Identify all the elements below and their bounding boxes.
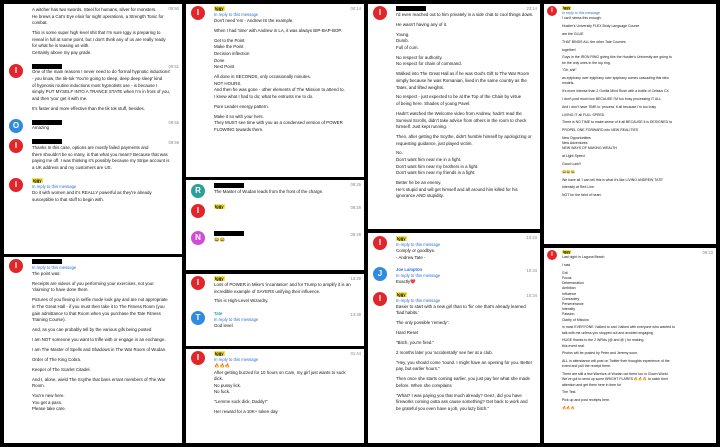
message-line: We've got to send up some BRIGHT FLARES 🔥🔥🔥 to catch their: [562, 377, 669, 382]
redacted-name: [32, 259, 62, 264]
reply-link[interactable]: In reply to this message: [396, 297, 441, 303]
message-line: I knew what I had to do; what he entrusts me to do.: [214, 93, 314, 99]
message-line: You're new here.: [32, 392, 65, 398]
reply-link[interactable]: In reply to this message: [562, 11, 600, 16]
message-line: You get a pass.: [32, 399, 63, 405]
avatar[interactable]: I: [191, 276, 205, 290]
chat-panel-1: [4, 4, 182, 254]
chat-panel-10: [544, 248, 716, 443]
message-line: Hadn't watched the Welcome video from Andrew, hadn't read the: [396, 110, 522, 116]
message-line: 🔥🔥🔥: [214, 363, 231, 368]
message-time: 10:34: [526, 292, 537, 298]
message-line: Pictures of you flexing in selfie mode look gay and are not appropriate: [32, 297, 168, 303]
message-line: as epiphany over epiphany over epiphany comes cascading this ideo: [562, 76, 669, 81]
reply-link[interactable]: In reply to this message: [32, 265, 77, 270]
message-line: I don't post much low BECAUSE I'M too busy processing IT ALL.: [562, 96, 663, 101]
avatar[interactable]: I: [373, 6, 387, 20]
message-line: NOT HOURS.: [214, 80, 242, 86]
message: [4, 138, 182, 173]
message-line: The only possible 'remedy':: [396, 320, 449, 326]
message-line: Order of The King Cobra.: [32, 356, 82, 362]
message-line: When I had 'time' with Andrew in LA, it was always BIP-BAP-BOP.: [214, 27, 342, 33]
sender-name: Iggy: [215, 351, 224, 356]
message-line: Amazing: [32, 125, 50, 131]
chat-panel-2: [4, 257, 182, 443]
message-line: "Lemme suck dick, Daddy!": [214, 399, 268, 405]
message-time: 01:44: [350, 351, 361, 356]
message-line: 'bad habits.': [396, 310, 420, 316]
sender-name: Iggy: [397, 291, 406, 297]
message-time: 09:59: [168, 139, 179, 145]
message-line: The Test.: [562, 390, 577, 395]
reply-link[interactable]: In reply to this message: [32, 184, 77, 190]
avatar[interactable]: I: [547, 250, 557, 260]
message-line: are the GLUE: [562, 32, 584, 36]
message-line: there shouldn't be so many, is that what you mean? Because that was: [32, 151, 168, 157]
reply-link[interactable]: In reply to this message: [396, 242, 441, 247]
message-line: before. When she complains: [396, 382, 452, 388]
message-line: No respect - just expected to be at the Top of the Chain by virtue: [396, 94, 522, 100]
message-line: Determination: [562, 281, 584, 286]
message-line: Done: [214, 57, 225, 63]
message-time: 09:23: [702, 250, 713, 255]
message-line: simply because he was Romanian, lived in the same country as the: [396, 77, 527, 83]
message-line: I am The Master of Spells and Shadows in The War Room of Wudan.: [32, 346, 167, 352]
sender-name: Iggy: [563, 6, 571, 10]
message: [4, 118, 182, 134]
reply-link[interactable]: In reply to this message: [214, 357, 259, 362]
message-line: He's stupid and will get himself and all around him killed for his: [396, 186, 518, 192]
message-line: Tates, and lifted weights.: [396, 84, 445, 90]
message-line: I'd even reached out to him privately in a side chat to cool things down.: [396, 12, 534, 17]
chat-panel-4: [186, 180, 364, 270]
message-time: 09:55: [168, 120, 179, 126]
message-line: Loss of POWER in Mike's 'incantation' and for Trump to amplify it is an: [214, 282, 351, 287]
chat-panel-7: [368, 4, 540, 229]
message-line: We have all 'I can tell this is what it's like LIVING ANDREW TATE': [562, 177, 664, 182]
redacted-name: [32, 64, 62, 69]
message-line: simply PUT MYSELF INTO A TRANCE STATE when I'm in front of you,: [32, 89, 171, 95]
message: [368, 291, 540, 415]
message-line: Guys in the IRON RING giving this the Hustler's University are going to: [562, 55, 672, 60]
message-line: One of the main reasons I never need to do 'formal hypnotic inductions': [32, 69, 171, 75]
message-line: 2 months later you 'accidentally' see her at a club.: [396, 349, 493, 355]
message-time: 13:29: [350, 276, 361, 281]
message-line: Intensity: [562, 307, 576, 312]
message-time: 10:34: [526, 268, 537, 274]
message-line: Don't want him near my brothers in a fight.: [396, 163, 479, 169]
message-line: LIVING IT all FULL SPEED.: [562, 112, 606, 117]
message-line: incredible example of SAYERS unifying their influence.: [214, 288, 321, 294]
message-line: requesting guidance, just played victim.: [396, 140, 473, 146]
message-line: This is High-Level Wizardry.: [214, 298, 269, 304]
message-line: All done in SECONDS, only occasionally minutes.: [214, 74, 311, 80]
message-line: 'claiming' to have done them.: [32, 287, 89, 293]
message-line: THAT BINDS ALL the other Tate Courses: [562, 39, 626, 44]
message-time: 08:28: [350, 204, 361, 210]
message: [4, 4, 182, 58]
sender-name: Tate: [214, 311, 223, 317]
message-line: Hustler's University FLEX Body Language Course: [562, 24, 640, 29]
message-line: dick.: [214, 376, 224, 382]
message-line: Keeper of The Scarlet Citadel.: [32, 366, 91, 372]
message-line: Young.: [396, 31, 410, 37]
message-line: Easier to start with a new girl than to 'fix' one that's already learned: [396, 303, 526, 309]
message-line: It's faster and more effective than the tik tok stuff, besides.: [32, 105, 145, 111]
message: [186, 230, 364, 246]
message-line: at Light Speed.: [562, 154, 586, 159]
message-line: attention and get them here in time for: [562, 382, 622, 387]
message-line: "Hey, you should come 'round. I might have an opening for you. Better: [396, 359, 533, 365]
message-line: Make the Point: [214, 44, 244, 50]
message-line: There are still a few Warriors of Wudan out there too in Clown World.: [562, 372, 669, 377]
message-line: I can't stress this enough.: [562, 16, 602, 21]
message-line: God level.: [214, 323, 234, 329]
message-line: FLOWING towards them.: [214, 126, 264, 132]
message-line: "What? I was paying you that much already? Geez, did you have: [396, 392, 522, 398]
message-line: Better he be an enemy.: [396, 180, 442, 186]
message-line: Get to the Point: [214, 37, 245, 43]
message-line: talk with me unless you stopped out and avoided engaging.: [562, 330, 654, 335]
message-line: No.: [396, 150, 403, 156]
message-time: 09:50: [168, 6, 179, 11]
message: [368, 233, 540, 263]
message-line: Exactly❤️: [396, 279, 416, 285]
message-line: models.: [562, 81, 575, 86]
message-line: Survival Scrolls, didn't take advice from others in the room to check: [396, 117, 527, 123]
message-line: No respect for authority.: [396, 54, 443, 60]
message-line: It's more intense than 2 Gorilla Mind Rush with a bottle of Celsius CX.: [562, 89, 670, 94]
message: [368, 4, 540, 202]
message-line: This is some super high level shit that I'm sure Iggy is preparing to: [32, 30, 161, 36]
message-line: And I don't have TIME to 'process' it all because I'm too busy: [562, 104, 657, 109]
message-line: Don't want him near me in a fight.: [396, 157, 462, 163]
avatar[interactable]: I: [191, 6, 205, 20]
message: [186, 203, 364, 224]
avatar[interactable]: I: [191, 204, 205, 218]
avatar[interactable]: I: [9, 178, 23, 192]
message-line: New Opportunities: [562, 135, 591, 140]
message-line: And, as you can probably tell by the various gifs being posted: [32, 327, 152, 333]
message: [544, 248, 716, 413]
message: [186, 310, 364, 332]
sender-name: Iggy: [215, 6, 224, 11]
message-line: event and pull the receipt there.: [562, 364, 612, 369]
message-line: Certainly above my pay grade.: [32, 49, 92, 55]
message-line: No fuck.: [214, 389, 231, 395]
message-time: 09:51: [168, 64, 179, 70]
sender-name: Iggy: [215, 203, 224, 209]
message-line: And then he was gone - other elements of The Mission to attend to.: [214, 87, 345, 93]
message-line: Please take care.: [32, 406, 66, 412]
message-line: Do it with women and it's REALLY powerful as they're already: [32, 190, 152, 196]
redacted-name: [214, 183, 244, 188]
message-line: Thanks In this case, options are mostly failed payments and: [32, 144, 149, 150]
message: [544, 4, 716, 200]
message-line: Influence: [562, 291, 577, 296]
reply-link[interactable]: In reply to this message: [214, 317, 259, 323]
message-line: 😂😂: [214, 236, 225, 242]
avatar[interactable]: I: [373, 292, 387, 306]
chat-panel-5: [186, 274, 364, 346]
avatar[interactable]: I: [191, 351, 205, 365]
message-line: The point was:: [32, 271, 61, 276]
message-line: a UK address and my customers are US.: [32, 164, 112, 170]
message-time: 00:14: [350, 6, 361, 11]
message-line: No pussy lick.: [214, 382, 242, 388]
message-line: Her reward for a 10K+ token day.: [214, 409, 279, 415]
avatar[interactable]: T: [191, 311, 205, 325]
message: [186, 349, 364, 418]
chat-panel-8: [368, 233, 540, 443]
message-time: 23:14: [526, 6, 537, 11]
message-line: A witcher has two swords. Steel for humans, silver for monsters.: [32, 7, 157, 12]
message-line: and then 'you' get it with me.: [32, 95, 88, 101]
message-line: ALL in attendance will post on Twitter their thoughts experience of the: [562, 359, 670, 364]
message-line: fireworks coming outta ass cause something? Get back to work and: [396, 399, 528, 405]
message-line: - Andrew Tate -: [396, 254, 426, 260]
message-line: Walked into The Great Hall as if he was God's Gift to The War Room: [396, 71, 530, 77]
message-line: Dumb.: [396, 38, 409, 44]
message-line: "Bitch, you're fired.": [396, 340, 435, 346]
avatar[interactable]: N: [191, 231, 205, 245]
message-line: this event real.: [562, 343, 585, 348]
message-line: Clarity of Mission: [562, 317, 589, 322]
message-line: ignorance AND stupidity.: [396, 193, 444, 199]
chat-panel-9: [544, 4, 716, 244]
message-line: I saw: [562, 263, 571, 267]
message-line: be the only ones in the top ring.: [562, 60, 611, 65]
message-line: They MUST see time with you as a condensed version of POWER: [214, 120, 343, 126]
message-line: PROPEL ONE FORWARD into NEW REALITIES: [562, 128, 639, 133]
redacted-name: [32, 120, 62, 125]
message-line: Grit: [562, 270, 568, 275]
message-line: Then, after getting the Scythe, didn't humble himself by apologizing or: [396, 133, 532, 139]
message-line: And I, alone, wield The Scythe that bans errant members of The War: [32, 376, 166, 382]
message-line: 😂😂😂: [562, 169, 576, 174]
message-line: Photos will be posted by Peter and Jeremy soon.: [562, 351, 638, 356]
message-line: Training Course).: [32, 317, 66, 323]
message-line: There is NO TIME to make sense of it all BECAUSE it is DESIGNED to: [562, 120, 673, 125]
message-line: NEW WAYS OF MAKING WEALTH: [562, 146, 617, 151]
redacted-name: [32, 139, 62, 144]
message: [186, 274, 364, 307]
message-line: No respect for chain of command.: [396, 61, 462, 67]
message-line: himself. Just kept running.: [396, 124, 448, 130]
message-line: of hypnosis routine inductions most hypnotists use - is because I: [32, 82, 158, 88]
sender-name: Iggy: [33, 178, 42, 184]
avatar[interactable]: J: [373, 267, 387, 281]
message-line: Pure Leader energy pattern.: [214, 103, 269, 109]
avatar[interactable]: I: [9, 259, 23, 273]
message-line: for what he is teasing us with.: [32, 43, 90, 49]
redacted-name: [214, 231, 244, 236]
message-line: After getting buzzed for 10 hours on Cam, my girl just wants to suck: [214, 369, 346, 375]
reply-link[interactable]: In reply to this message: [396, 273, 441, 279]
sender-name: Joe Lampton: [396, 267, 423, 273]
message: [4, 257, 182, 415]
sender-name: Iggy: [215, 276, 224, 281]
message-line: in most EVERYONE I talked to and I talked with everyone who wanted to: [562, 325, 675, 330]
avatar[interactable]: I: [9, 64, 23, 78]
message-line: be grateful you even have a job, you lazy bitch.": [396, 405, 490, 411]
message-line: 🔥🔥🔥: [562, 406, 576, 411]
message-line: I am NOT someone you want to trifle with or engage in an exchange.: [32, 336, 166, 342]
message: [186, 180, 364, 198]
message-line: The Master of Wudan leads from the front of the charge.: [214, 189, 324, 194]
message-line: susceptible to that stuff to begin with.: [32, 196, 104, 202]
message-line: combat.: [32, 20, 48, 26]
message-line: Make it so with your hers.: [214, 113, 264, 119]
message-line: He wasn't having any of it.: [396, 21, 448, 27]
message-time: 08:29: [350, 231, 361, 237]
message-line: Full of cum.: [396, 44, 419, 50]
message-line: New Adventures: [562, 141, 588, 146]
message-line: reveal in full at some point, but I don't think any of us are really ready: [32, 36, 166, 42]
avatar[interactable]: O: [9, 119, 23, 133]
message-line: Ambition: [562, 286, 576, 291]
message-line: Passion: [562, 312, 575, 317]
message-line: Intensity at Red Line.: [562, 185, 595, 190]
reply-link[interactable]: In reply to this message: [214, 12, 259, 17]
message-line: He brews a Cat's Eye elixir for night operations, a Strength Tonic for: [32, 13, 164, 19]
avatar[interactable]: I: [547, 6, 557, 16]
message-time: 08:26: [350, 182, 361, 187]
message-line: Last night in Laguna Beach: [562, 255, 605, 260]
message-line: paying me off. I was thinking it's possibly because my Stripe account is: [32, 158, 170, 164]
message-line: HUGE thanks to the 2 WRAs (@ and @ ) for making: [562, 338, 644, 343]
message-line: NOT for the faint of heart.: [562, 193, 602, 198]
message: [368, 266, 540, 288]
chat-panel-6: [186, 349, 364, 443]
message-line: Perseverance: [562, 302, 584, 307]
message: [4, 177, 182, 205]
message: [4, 62, 182, 114]
message-line: Don't need 'em - Andrew IS the example.: [214, 18, 294, 23]
message-line: Good Luck!!: [562, 161, 581, 166]
message-line: - you know, the tik-tok 'You're going to sleep, deep deep sleep' kind: [32, 76, 163, 82]
message-line: Decision inflection: [214, 50, 250, 56]
message-line: Comply or goodbye.: [396, 248, 436, 253]
message-line: in The Great Hall - if you must then take it to The Fitness Room (you: [32, 303, 165, 309]
message-line: Don't want him near my friends in a fight.: [396, 170, 476, 176]
message-line: Hard Reset: [396, 330, 419, 336]
sender-name: Iggy: [563, 250, 571, 254]
message-line: Focus: [562, 276, 572, 280]
message-line: pay, but earlier hours.": [396, 366, 440, 372]
avatar[interactable]: R: [191, 184, 205, 198]
message-line: "Oh, shit": [562, 68, 577, 73]
message-line: Comradery: [562, 296, 580, 301]
message-line: Room.: [32, 383, 45, 389]
sender-name: Iggy: [397, 236, 406, 241]
chat-panel-3: [186, 4, 364, 177]
message-line: together!: [562, 47, 576, 52]
message-line: Next Point: [214, 64, 235, 70]
redacted-name: [396, 6, 426, 11]
message: [186, 4, 364, 135]
message-line: of being here. Shades of young Pavel.: [396, 101, 471, 107]
message-line: Receipts are videos of you performing your exercises, not your: [32, 280, 154, 286]
message-time: 13:38: [350, 312, 361, 318]
message-time: 10:23: [526, 235, 537, 240]
message-line: gain admittance to that Room when you purchase the Tate Fitness: [32, 310, 161, 316]
message-line: Pick up and post receipts here.: [562, 398, 611, 403]
avatar[interactable]: I: [9, 139, 23, 153]
message-line: Then once she starts coming earlier, you just pay her what she made: [396, 376, 530, 382]
avatar[interactable]: I: [373, 236, 387, 250]
